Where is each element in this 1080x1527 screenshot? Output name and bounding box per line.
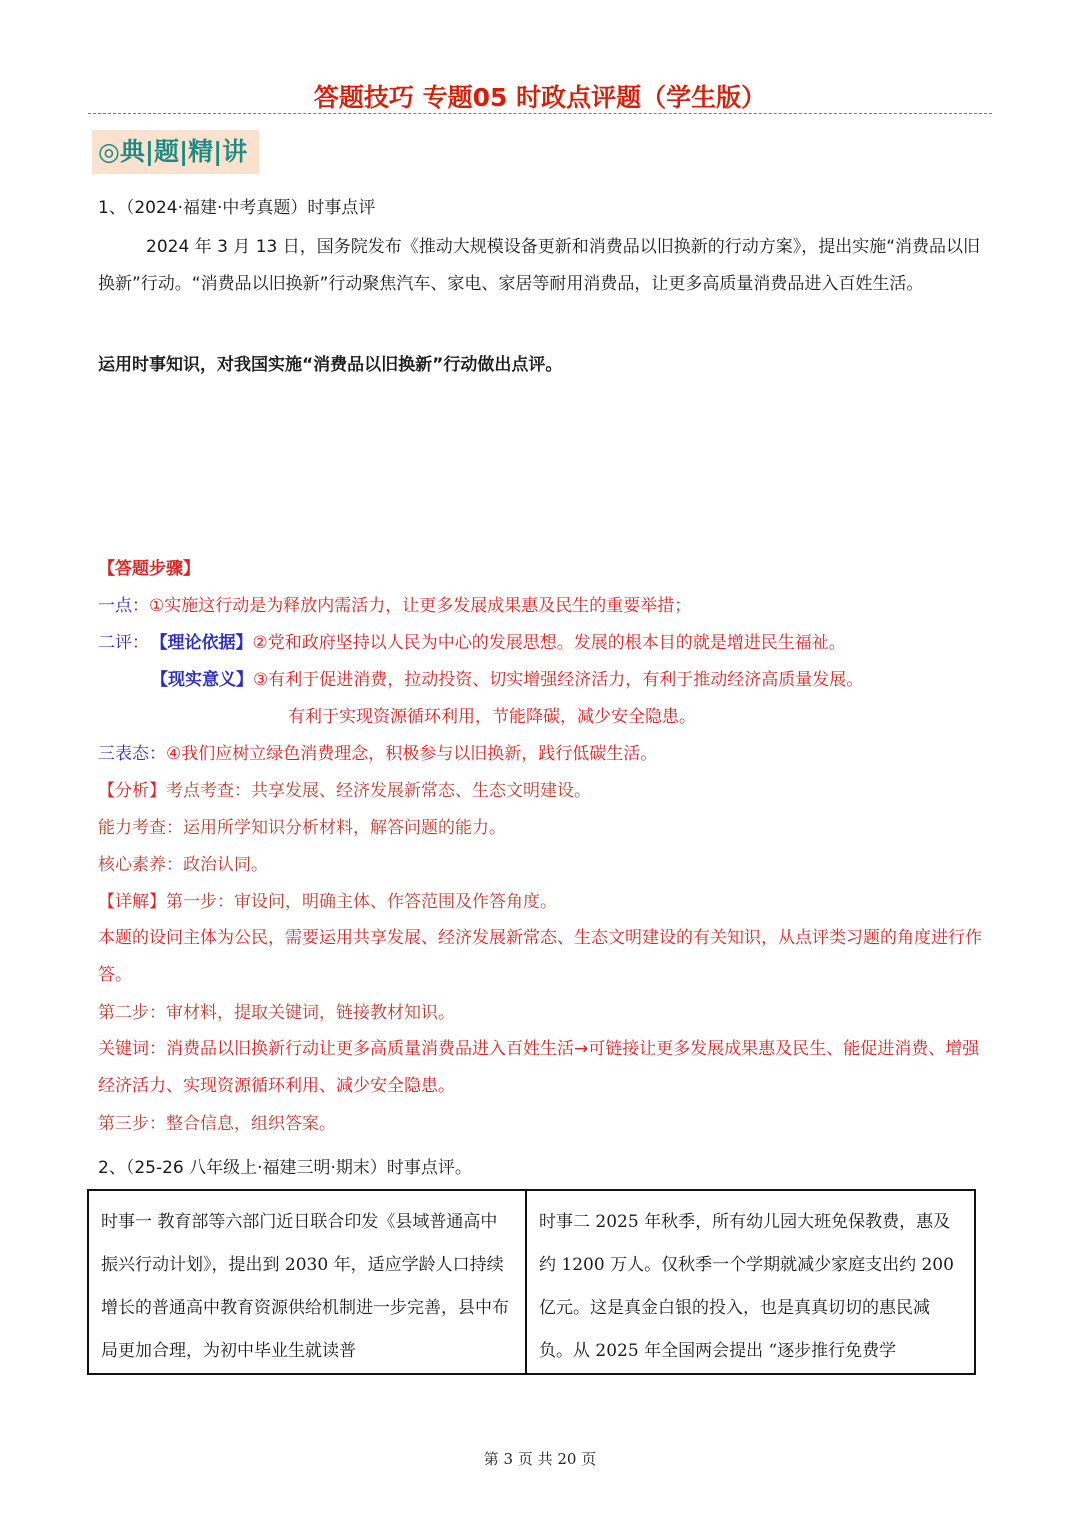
detail-step1-explanation: 本题的设问主体为公民，需要运用共享发展、经济发展新常态、生态文明建设的有关知识，从点评类习题的角度进行作答。 xyxy=(98,928,982,985)
reality-tag: 【现实意义】 xyxy=(151,670,253,690)
page-title: 答题技巧 专题05 时政点评题（学生版） xyxy=(313,83,767,112)
analysis-kaodian-text: 考点考查：共享发展、经济发展新常态、生态文明建设。 xyxy=(166,781,591,801)
analysis-tag: 【分析】 xyxy=(98,781,166,801)
event-1-cell: 时事一 教育部等六部门近日联合印发《县域普通高中振兴行动计划》，提出到 2030 年，适应学龄人口持续增长的普通高中教育资源供给机制进一步完善，县中布局更加合理，为初中毕业生就读普 xyxy=(89,1191,527,1373)
detail-step3: 第三步：整合信息，组织答案。 xyxy=(98,1114,336,1134)
yidian-text: ①实施这行动是为释放内需活力，让更多发展成果惠及民生的重要举措； xyxy=(149,596,692,616)
biaotai-label: 三表态： xyxy=(98,744,166,764)
question-1-material xyxy=(98,229,984,303)
events-table xyxy=(87,1189,976,1375)
steps-header: 【答题步骤】 xyxy=(98,559,200,579)
step-erping-reality xyxy=(151,668,863,692)
section-badge: ◎典|题|精|讲 xyxy=(92,130,259,174)
yidian-label: 一点： xyxy=(98,596,149,616)
question-2-heading: 2、（25-26 八年级上·福建三明·期末）时事点评。 xyxy=(98,1158,472,1178)
step-yidian xyxy=(98,594,691,618)
analysis-kaodian xyxy=(98,779,591,803)
erping-label: 二评： xyxy=(98,633,149,653)
analysis-nengli: 能力考查：运用所学知识分析材料，解答问题的能力。 xyxy=(98,818,506,838)
step-biaotai xyxy=(98,742,657,766)
detail-step2-keywords: 关键词：消费品以旧换新行动让更多高质量消费品进入百姓生活→可链接让更多发展成果惠及民生、能促进消费、增强经济活力、实现资源循环利用、减少安全隐患。 xyxy=(98,1039,980,1096)
biaotai-text: ④我们应树立绿色消费理念，积极参与以旧换新，践行低碳生活。 xyxy=(166,744,658,764)
analysis-suyang: 核心素养：政治认同。 xyxy=(98,855,268,875)
reality-text-continued: 有利于实现资源循环利用，节能降碳，减少安全隐患。 xyxy=(288,707,696,727)
question-1-heading: 1、（2024·福建·中考真题）时事点评 xyxy=(98,198,376,218)
theory-text: ②党和政府坚持以人民为中心的发展思想。发展的根本目的就是增进民生福祉。 xyxy=(252,633,846,653)
title-divider xyxy=(88,113,992,114)
detail-step1 xyxy=(98,890,557,914)
detail-step1-text: 第一步：审设问，明确主体、作答范围及作答角度。 xyxy=(166,892,557,912)
detail-step2: 第二步：审材料，提取关键词，链接教材知识。 xyxy=(98,1003,455,1023)
step-erping-theory xyxy=(98,631,846,655)
event-2-cell: 时事二 2025 年秋季，所有幼儿园大班免保教费，惠及约 1200 万人。仅秋季一个学期就减少家庭支出约 200 亿元。这是真金白银的投入，也是真真切切的惠民减负。从 2025 年全国两会提出 “逐步推行免费学 xyxy=(539,1212,954,1361)
reality-text: ③有利于促进消费，拉动投资、切实增强经济活力，有利于推动经济高质量发展。 xyxy=(253,670,864,690)
question-1-prompt: 运用时事知识，对我国实施“消费品以旧换新”行动做出点评。 xyxy=(98,355,563,375)
material-text: 2024 年 3 月 13 日，国务院发布《推动大规模设备更新和消费品以旧换新的行动方案》，提出实施“消费品以旧换新”行动。“消费品以旧换新”行动聚焦汽车、家电、家居等耐用消费品，让更多高质量消费品进入百姓生活。 xyxy=(98,237,981,294)
page-footer: 第 3 页 共 20 页 xyxy=(483,1450,597,1468)
theory-tag: 【理论依据】 xyxy=(159,633,253,653)
detail-tag: 【详解】 xyxy=(98,892,166,912)
